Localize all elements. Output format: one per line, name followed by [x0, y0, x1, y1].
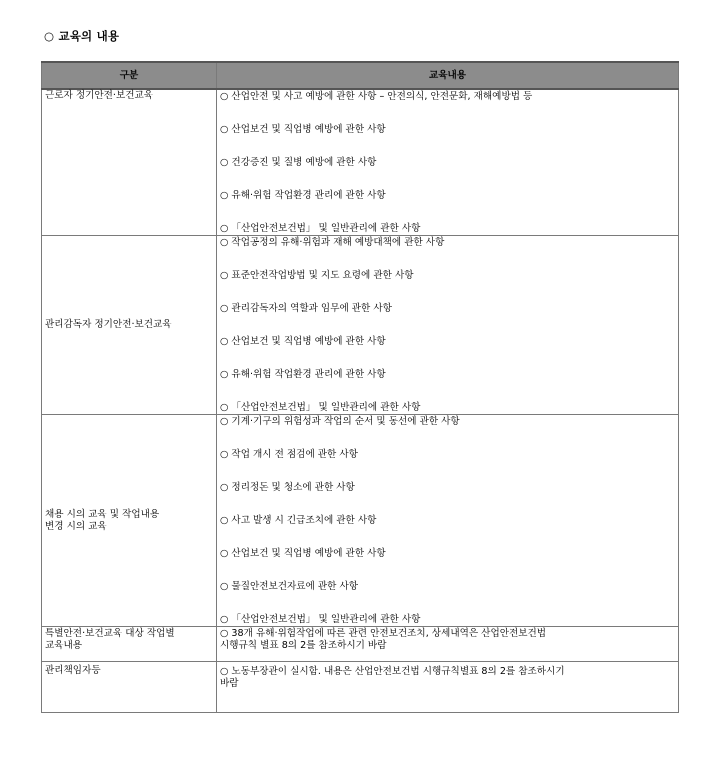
list-item: ○ 유해·위험 작업환경 관리에 관한 사항 [220, 190, 386, 201]
content-line: 바람 [220, 678, 239, 689]
list-item: ○ 산업안전 및 사고 예방에 관한 사항 – 안전의식, 안전문화, 재해예방법 등 [220, 91, 533, 102]
list-item: ○ 산업보건 및 직업병 예방에 관한 사항 [220, 336, 386, 347]
category-line: 교육내용 [45, 640, 83, 651]
education-content-table [41, 61, 679, 713]
table-header-row [42, 62, 679, 89]
table-row [42, 415, 679, 627]
list-item: ○ 「산업안전보건법」 및 일반관리에 관한 사항 [220, 223, 421, 234]
list-item: ○ 정리정돈 및 청소에 관한 사항 [220, 482, 355, 493]
row-content [217, 415, 679, 627]
list-item: ○ 기계·기구의 위험성과 작업의 순서 및 동선에 관한 사항 [220, 416, 460, 427]
table-row [42, 236, 679, 415]
list-item: ○ 작업공정의 유해·위험과 재해 예방대책에 관한 사항 [220, 237, 445, 248]
list-item: ○ 작업 개시 전 점검에 관한 사항 [220, 449, 358, 460]
list-item: ○ 사고 발생 시 긴급조치에 관한 사항 [220, 515, 377, 526]
table-row [42, 662, 679, 713]
row-category: 관리감독자 정기안전·보건교육 [42, 236, 217, 415]
list-item: ○ 물질안전보건자료에 관한 사항 [220, 581, 358, 592]
table-row [42, 89, 679, 236]
header-category: 구분 [42, 62, 217, 89]
row-content [217, 627, 679, 662]
list-item: ○ 관리감독자의 역할과 임무에 관한 사항 [220, 303, 392, 314]
list-item: ○ 산업보건 및 직업병 예방에 관한 사항 [220, 548, 386, 559]
list-item: ○ 「산업안전보건법」 및 일반관리에 관한 사항 [220, 614, 421, 625]
row-category [42, 415, 217, 627]
content-line: 시행규칙 별표 8의 2를 참조하시기 바람 [220, 640, 387, 651]
list-item: ○ 표준안전작업방법 및 지도 요령에 관한 사항 [220, 270, 414, 281]
table-row [42, 627, 679, 662]
list-item: ○ 유해·위험 작업환경 관리에 관한 사항 [220, 369, 386, 380]
header-content: 교육내용 [217, 62, 679, 89]
row-category [42, 627, 217, 662]
list-item: ○ 「산업안전보건법」 및 일반관리에 관한 사항 [220, 402, 421, 413]
row-content [217, 662, 679, 713]
row-content [217, 89, 679, 236]
row-content [217, 236, 679, 415]
list-item: ○ 건강증진 및 질병 예방에 관한 사항 [220, 157, 377, 168]
list-item: ○ 산업보건 및 직업병 예방에 관한 사항 [220, 124, 386, 135]
category-line: 변경 시의 교육 [45, 521, 107, 532]
category-line: 채용 시의 교육 및 작업내용 [45, 509, 160, 520]
content-line: ○ 38개 유해·위험작업에 따른 관련 안전보건조치, 상세내역은 산업안전보건법 [220, 628, 547, 639]
row-category: 관리책임자등 [42, 662, 217, 713]
page-title: ○ 교육의 내용 [44, 29, 120, 43]
row-category: 근로자 정기안전·보건교육 [42, 89, 217, 236]
category-line: 특별안전·보건교육 대상 작업별 [45, 628, 175, 639]
content-line: ○ 노동부장관이 실시함. 내용은 산업안전보건법 시행규칙별표 8의 2를 참조하시기 [220, 666, 565, 677]
